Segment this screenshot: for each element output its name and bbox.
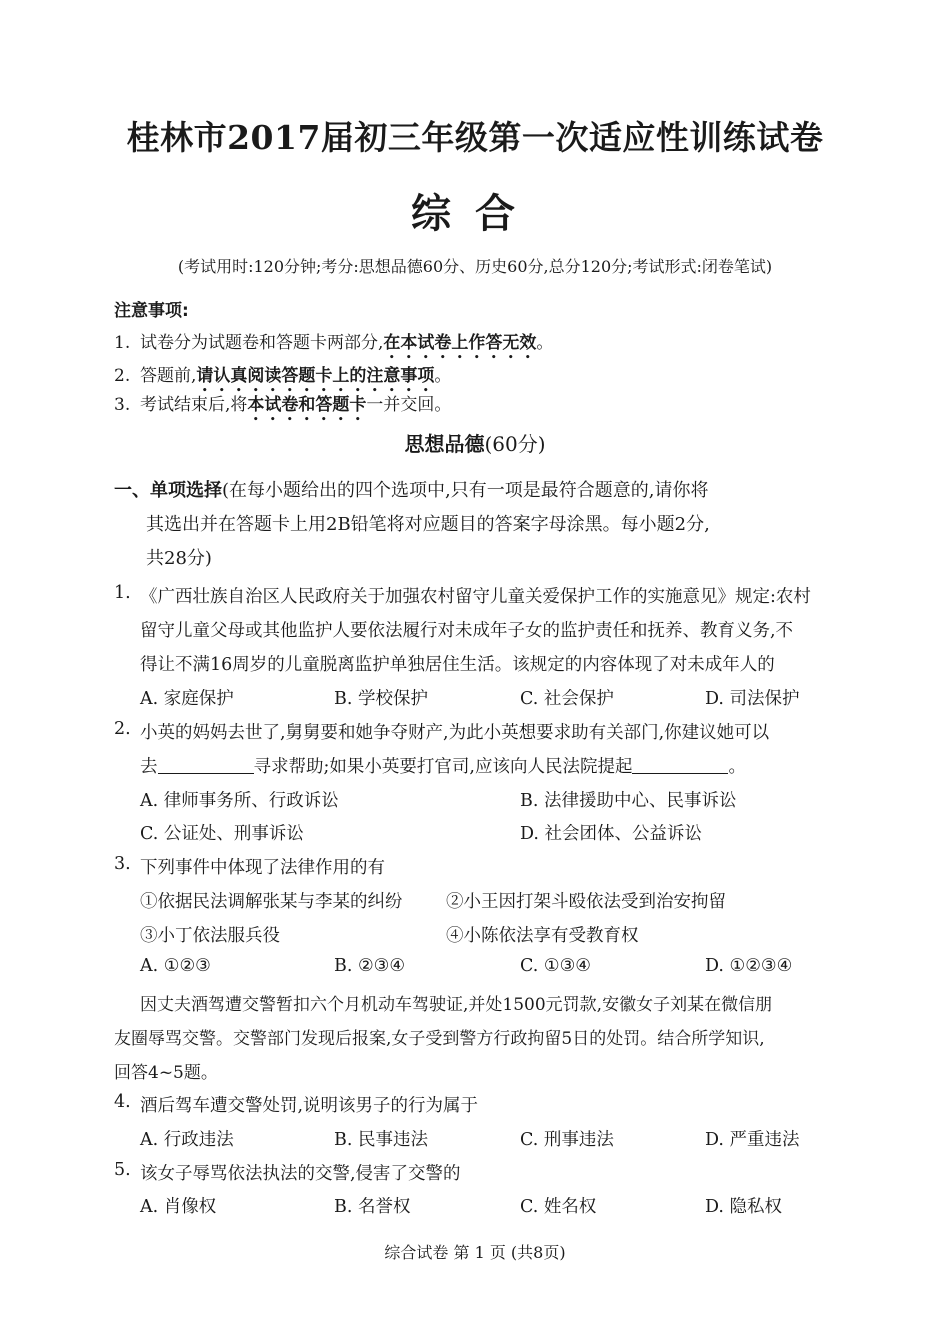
exam-subject: 综合 (411, 190, 539, 237)
question-text: 下列事件中体现了法律作用的有 (140, 858, 385, 878)
passage-text: 因丈夫酒驾遭交警暂扣六个月机动车驾驶证,并处1500元罚款,安徽女子刘某在微信朋 (140, 995, 773, 1015)
note-emphasis: 本试卷和答题卡 (247, 395, 367, 415)
question-number: 2. (114, 719, 131, 739)
option-c: C. ①③④ (520, 956, 591, 976)
option-d: D. 隐私权 (705, 1197, 783, 1217)
answer-blank (158, 756, 254, 775)
option-b: B. 法律援助中心、民事诉讼 (520, 791, 737, 811)
option-a: A. 肖像权 (140, 1197, 217, 1217)
option-b: B. ②③④ (334, 956, 406, 976)
question-text: 酒后驾车遭交警处罚,说明该男子的行为属于 (140, 1096, 479, 1116)
note-number: 2. (114, 366, 131, 386)
note-number: 1. (114, 333, 131, 353)
note-item (114, 328, 553, 363)
passage-text: 回答4~5题。 (114, 1063, 218, 1083)
option-d: D. 司法保护 (705, 689, 800, 709)
option-c: C. 刑事违法 (520, 1130, 614, 1150)
question-number: 1. (114, 583, 131, 603)
question-text: 《广西壮族自治区人民政府关于加强农村留守儿童关爱保护工作的实施意见》规定:农村 (140, 587, 811, 607)
question-text: 留守儿童父母或其他监护人要依法履行对未成年子女的监护责任和抚养、教育义务,不 (140, 621, 794, 641)
notes-heading: 注意事项: (114, 301, 189, 321)
passage-text: 友圈辱骂交警。交警部门发现后报案,女子受到警方行政拘留5日的处罚。结合所学知识, (114, 1029, 765, 1049)
question-number: 5. (114, 1160, 131, 1180)
note-text: 考试结束后,将 (140, 395, 248, 415)
page-footer: 综合试卷 第 1 页 (共8页) (384, 1243, 566, 1262)
note-emphasis: 在本试卷上作答无效 (383, 333, 537, 353)
note-emphasis: 请认真阅读答题卡上的注意事项 (196, 366, 435, 386)
option-a: A. ①②③ (140, 956, 211, 976)
part-instruction-line: 共28分) (146, 548, 212, 569)
question-text: 。 (728, 757, 746, 777)
question-text: 该女子辱骂依法执法的交警,侵害了交警的 (140, 1164, 461, 1184)
option-b: B. 名誉权 (334, 1197, 411, 1217)
option-d: D. 社会团体、公益诉讼 (520, 824, 703, 844)
option-c: C. 公证处、刑事诉讼 (140, 824, 304, 844)
question-text: 去 (140, 757, 158, 777)
note-tail: 。 (536, 333, 554, 353)
part-one-instructions (114, 474, 844, 576)
exam-title: 桂林市2017届初三年级第一次适应性训练试卷 (126, 118, 824, 157)
exam-info: (考试用时:120分钟;考分:思想品德60分、历史60分,总分120分;考试形式:闭卷笔试) (177, 257, 773, 276)
statement-item: ③小丁依法服兵役 (140, 926, 280, 946)
answer-blank (632, 756, 728, 775)
option-d: D. 严重违法 (705, 1130, 800, 1150)
option-b: B. 学校保护 (334, 689, 428, 709)
note-item (114, 390, 451, 425)
option-c: C. 社会保护 (520, 689, 614, 709)
option-a: A. 行政违法 (140, 1130, 234, 1150)
part-instruction-line: 其选出并在答题卡上用2B铅笔将对应题目的答案字母涂黑。每小题2分, (146, 514, 710, 535)
note-number: 3. (114, 395, 131, 415)
note-text: 试卷分为试题卷和答题卡两部分, (140, 333, 384, 353)
section-name: 思想品德 (404, 432, 485, 456)
statement-item: ①依据民法调解张某与李某的纠纷 (140, 892, 403, 912)
section-title (0, 428, 950, 457)
section-score: (60分) (484, 432, 546, 456)
statement-item: ④小陈依法享有受教育权 (446, 926, 639, 946)
option-a: A. 律师事务所、行政诉讼 (140, 791, 339, 811)
statement-item: ②小王因打架斗殴依法受到治安拘留 (446, 892, 726, 912)
question-number: 4. (114, 1092, 131, 1112)
note-tail: 一并交回。 (366, 395, 452, 415)
option-b: B. 民事违法 (334, 1130, 428, 1150)
question-text-with-blanks (140, 753, 746, 778)
option-c: C. 姓名权 (520, 1197, 597, 1217)
question-text: 寻求帮助;如果小英要打官司,应该向人民法院提起 (253, 757, 633, 777)
question-number: 3. (114, 854, 131, 874)
option-d: D. ①②③④ (705, 956, 793, 976)
part-heading: 一、单项选择 (114, 480, 222, 501)
question-text: 小英的妈妈去世了,舅舅要和她争夺财产,为此小英想要求助有关部门,你建议她可以 (140, 723, 770, 743)
part-instruction-line: (在每小题给出的四个选项中,只有一项是最符合题意的,请你将 (222, 480, 709, 501)
note-tail: 。 (434, 366, 452, 386)
option-a: A. 家庭保护 (140, 689, 234, 709)
question-text: 得让不满16周岁的儿童脱离监护单独居住生活。该规定的内容体现了对未成年人的 (140, 655, 775, 675)
note-text: 答题前, (140, 366, 197, 386)
